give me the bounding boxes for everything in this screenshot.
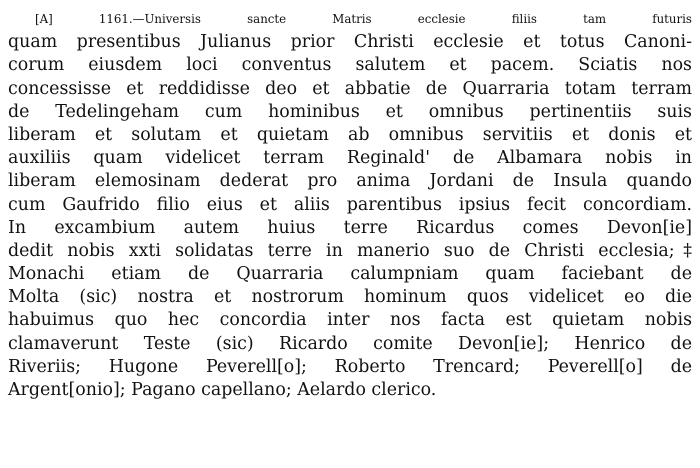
charter-line: concessisse et reddidisse deo et abbatie de Quarraria totam terram: [8, 78, 692, 99]
charter-line: liberam elemosinam dederat pro anima Jordani de Insula quando: [8, 171, 692, 192]
charter-line: cum Gaufrido filio eius et aliis parentibus ipsius fecit concordiam.: [8, 194, 692, 215]
charter-line: Monachi etiam de Quarraria calumpniam quam faciebant de: [8, 264, 692, 285]
charter-text: [8, 8, 692, 402]
charter-line: auxiliis quam videlicet terram Reginald' de Albamara nobis in: [8, 148, 692, 169]
charter-line: liberam et solutam et quietam ab omnibus servitiis et donis et: [8, 124, 692, 145]
charter-line: de Tedelingeham cum hominibus et omnibus pertinentiis suis: [8, 101, 692, 122]
charter-line: Molta (sic) nostra et nostrorum hominum quos videlicet eo die: [8, 287, 692, 308]
charter-line: corum eiusdem loci conventus salutem et pacem. Sciatis nos: [8, 55, 692, 76]
charter-line: quam presentibus Julianus prior Christi ecclesie et totus Canoni-: [8, 32, 692, 53]
charter-line: In excambium autem huius terre Ricardus comes Devon[ie]: [8, 217, 692, 238]
charter-line: Riveriis; Hugone Peverell[o]; Roberto Trencard; Peverell[o] de: [8, 356, 692, 377]
charter-line: dedit nobis xxti solidatas terre in manerio suo de Christi ecclesia;‡: [8, 240, 692, 261]
charter-line: habuimus quo hec concordia inter nos facta est quietam nobis: [8, 310, 692, 331]
charter-line: Argent[onio]; Pagano capellano; Aelardo clerico.: [8, 380, 437, 400]
charter-line: [A] 1161.—Universis sancte Matris ecclesie filiis tam futuris: [35, 12, 692, 26]
charter-line: clamaverunt Teste (sic) Ricardo comite Devon[ie]; Henrico de: [8, 333, 692, 354]
